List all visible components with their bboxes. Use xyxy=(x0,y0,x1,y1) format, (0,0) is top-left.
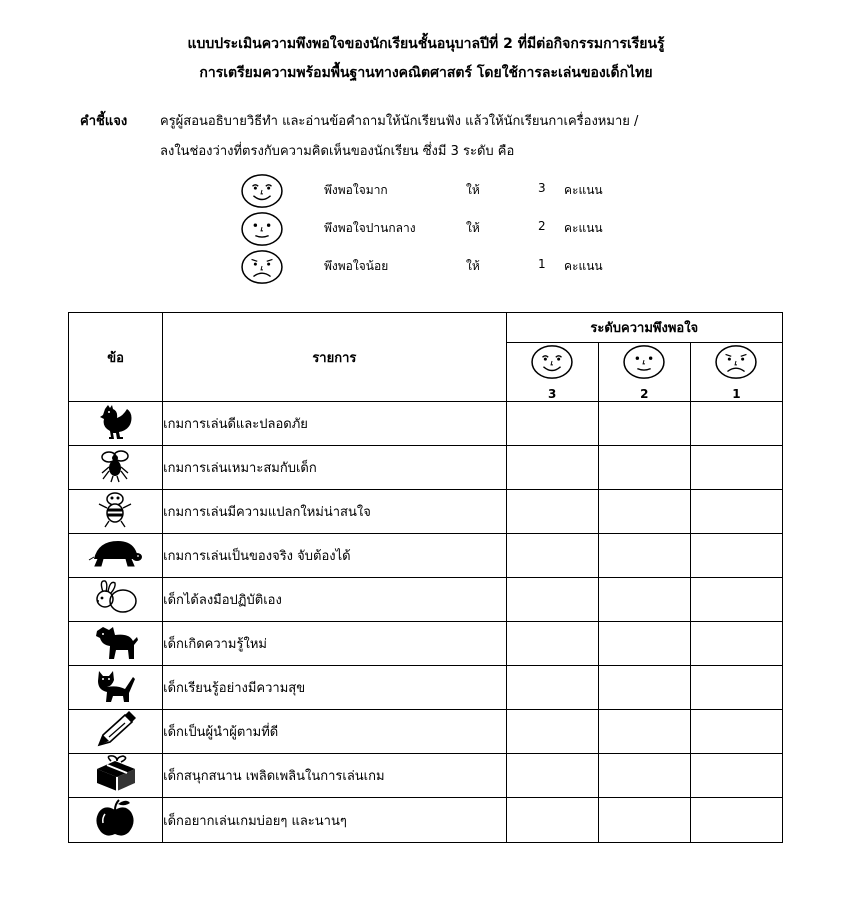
table-row xyxy=(69,754,783,798)
rating-cell-1[interactable] xyxy=(690,490,782,534)
row-icon-cell xyxy=(69,534,163,578)
rating-cell-1[interactable] xyxy=(690,622,782,666)
table-row xyxy=(69,578,783,622)
rating-cell-1[interactable] xyxy=(690,754,782,798)
rating-cell-1[interactable] xyxy=(690,402,782,446)
pencil-icon xyxy=(91,711,141,749)
rating-cell-1[interactable] xyxy=(690,710,782,754)
table-row xyxy=(69,710,783,754)
score-label: 1 xyxy=(732,387,741,401)
rating-cell-2[interactable] xyxy=(598,446,690,490)
form-title-line-2: การเตรียมความพร้อมพื้นฐานทางคณิตศาสตร์ โดยใช้การละเล่นของเด็กไทย xyxy=(199,65,653,81)
form-title-line-1: แบบประเมินความพึงพอใจของนักเรียนชั้นอนุบาลปีที่ 2 ที่มีต่อกิจกรรมการเรียนรู้ xyxy=(187,36,665,52)
row-icon-cell xyxy=(69,622,163,666)
legend-unit: คะแนน xyxy=(564,183,603,197)
legend-label: พึงพอใจปานกลาง xyxy=(324,221,416,235)
rating-cell-1[interactable] xyxy=(690,578,782,622)
row-icon-cell xyxy=(69,754,163,798)
sad-face-icon xyxy=(712,343,760,381)
row-icon-cell xyxy=(69,710,163,754)
sad-face-icon xyxy=(238,248,286,286)
rating-cell-2[interactable] xyxy=(598,490,690,534)
rating-cell-2[interactable] xyxy=(598,666,690,710)
score-label: 2 xyxy=(640,387,649,401)
table-row xyxy=(69,798,783,843)
rating-cell-3[interactable] xyxy=(506,666,598,710)
legend-give: ให้ xyxy=(466,221,480,235)
row-icon-cell xyxy=(69,402,163,446)
table-row xyxy=(69,402,783,446)
puppy-icon xyxy=(91,623,141,661)
rating-cell-3[interactable] xyxy=(506,446,598,490)
bee-icon xyxy=(91,491,141,529)
rating-cell-3[interactable] xyxy=(506,534,598,578)
legend-unit: คะแนน xyxy=(564,221,603,235)
happy-face-icon xyxy=(528,343,576,381)
rating-cell-3[interactable] xyxy=(506,754,598,798)
row-icon-cell xyxy=(69,578,163,622)
rating-cell-3[interactable] xyxy=(506,622,598,666)
rating-cell-2[interactable] xyxy=(598,402,690,446)
rating-cell-2[interactable] xyxy=(598,578,690,622)
rating-cell-1[interactable] xyxy=(690,446,782,490)
row-item-text: เด็กเรียนรู้อย่างมีความสุข xyxy=(163,666,506,710)
row-item-text: เด็กเกิดความรู้ใหม่ xyxy=(163,622,506,666)
row-item-text: เด็กเป็นผู้นำผู้ตามที่ดี xyxy=(163,710,506,754)
apple-icon xyxy=(91,798,141,838)
legend-score: 3 xyxy=(538,181,546,195)
table-row xyxy=(69,534,783,578)
legend-score: 2 xyxy=(538,219,546,233)
table-row xyxy=(69,446,783,490)
table-row xyxy=(69,666,783,710)
instructions-line-2: ลงในช่องว่างที่ตรงกับความคิดเห็นของนักเรียน ซึ่งมี 3 ระดับ คือ xyxy=(160,144,515,159)
row-item-text: เด็กสนุกสนาน เพลิดเพลินในการเล่นเกม xyxy=(163,754,506,798)
row-item-text: เด็กอยากเล่นเกมบ่อยๆ และนานๆ xyxy=(163,798,506,843)
header-item-list: รายการ xyxy=(163,313,506,402)
row-icon-cell xyxy=(69,798,163,843)
legend-give: ให้ xyxy=(466,259,480,273)
header-item-number: ข้อ xyxy=(69,313,163,402)
row-icon-cell xyxy=(69,666,163,710)
row-item-text: เด็กได้ลงมือปฏิบัติเอง xyxy=(163,578,506,622)
row-icon-cell xyxy=(69,490,163,534)
row-item-text: เกมการเล่นดีและปลอดภัย xyxy=(163,402,506,446)
rating-cell-3[interactable] xyxy=(506,798,598,843)
row-icon-cell xyxy=(69,446,163,490)
legend-label: พึงพอใจน้อย xyxy=(324,259,389,273)
header-score-1 xyxy=(690,343,782,402)
row-item-text: เกมการเล่นเหมาะสมกับเด็ก xyxy=(163,446,506,490)
score-label: 3 xyxy=(547,387,557,401)
legend-give: ให้ xyxy=(466,183,480,197)
legend-label: พึงพอใจมาก xyxy=(324,183,388,197)
rating-cell-2[interactable] xyxy=(598,710,690,754)
instructions-line-1: ครูผู้สอนอธิบายวิธีทำ และอ่านข้อคำถามให้นักเรียนฟัง แล้วให้นักเรียนกาเครื่องหมาย / xyxy=(160,114,639,129)
rating-cell-3[interactable] xyxy=(506,402,598,446)
header-score-2 xyxy=(598,343,690,402)
rating-cell-1[interactable] xyxy=(690,534,782,578)
satisfaction-table xyxy=(68,312,783,843)
fly-icon xyxy=(91,447,141,485)
row-item-text: เกมการเล่นมีความแปลกใหม่น่าสนใจ xyxy=(163,490,506,534)
kitten-icon xyxy=(91,667,141,705)
rating-cell-2[interactable] xyxy=(598,754,690,798)
rating-cell-2[interactable] xyxy=(598,534,690,578)
rating-cell-1[interactable] xyxy=(690,798,782,843)
header-score-3 xyxy=(506,343,598,402)
rating-cell-1[interactable] xyxy=(690,666,782,710)
instructions-label: คำชี้แจง xyxy=(80,114,128,129)
gift-box-icon xyxy=(91,755,141,793)
rabbit-icon xyxy=(91,579,141,617)
rating-cell-3[interactable] xyxy=(506,490,598,534)
legend-unit: คะแนน xyxy=(564,259,603,273)
table-row xyxy=(69,490,783,534)
legend-score: 1 xyxy=(538,257,546,271)
neutral-face-icon xyxy=(238,210,286,248)
table-row xyxy=(69,622,783,666)
rooster-icon xyxy=(91,403,141,441)
happy-face-icon xyxy=(238,172,286,210)
turtle-icon xyxy=(88,535,144,573)
rating-cell-2[interactable] xyxy=(598,798,690,843)
header-satisfaction-level: ระดับความพึงพอใจ xyxy=(506,313,782,343)
rating-cell-2[interactable] xyxy=(598,622,690,666)
rating-cell-3[interactable] xyxy=(506,710,598,754)
rating-cell-3[interactable] xyxy=(506,578,598,622)
neutral-face-icon xyxy=(620,343,668,381)
row-item-text: เกมการเล่นเป็นของจริง จับต้องได้ xyxy=(163,534,506,578)
